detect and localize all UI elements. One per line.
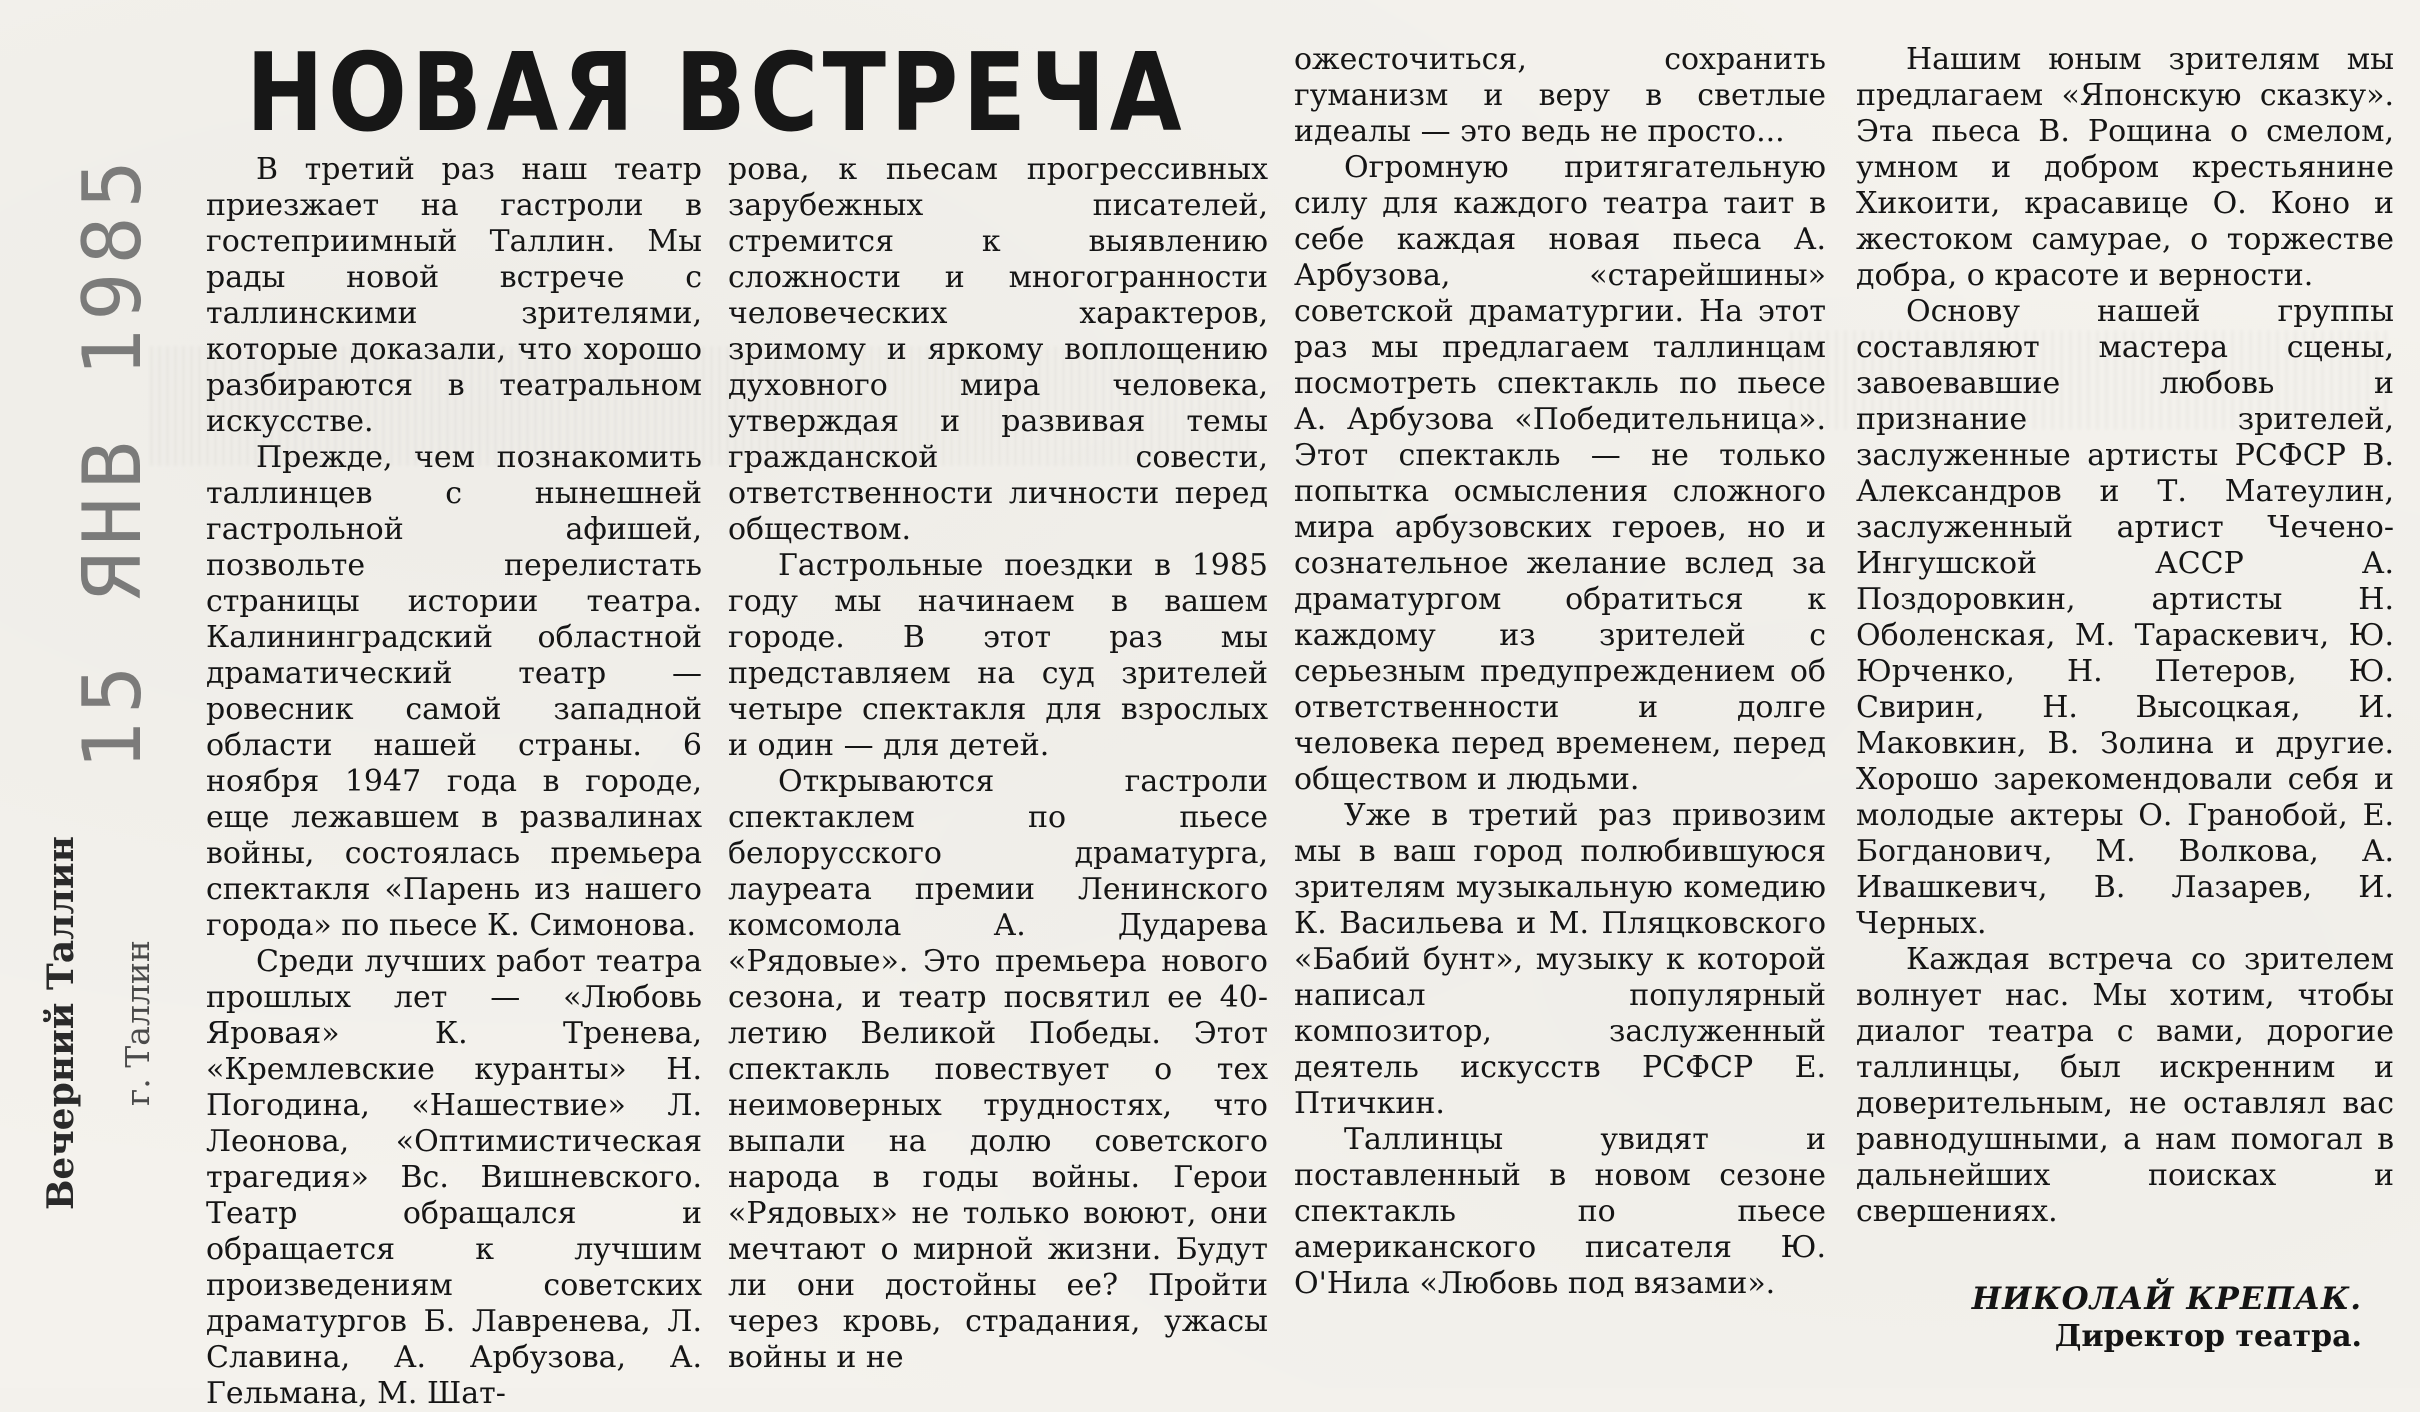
article-headline: НОВАЯ ВСТРЕЧА	[246, 31, 1186, 156]
author-name: НИКОЛАЙ КРЕПАК.	[1971, 1281, 2362, 1317]
article-paragraph: Огромную притягательную силу для каждого театра таит в себе каждая новая пьеса А. Арбузова, «старейшины» советской драматургии. На этот раз мы предлагаем таллинцам посмотреть спектакль по пьесе А. Арбузова «Победительница». Этот спектакль — не только попытка осмысления сложного мира арбузовских героев, но и сознательное желание вслед за драматургом обратиться к каждому из зрителей с серьезным предупреждением об ответственности и долге человека перед временем, перед обществом и людьми.	[1294, 150, 1826, 797]
article-column-2	[728, 152, 1268, 1376]
article-paragraph: ожесточиться, сохранить гуманизм и веру в светлые идеалы — это ведь не просто...	[1294, 42, 1826, 149]
article-column-4	[1856, 42, 2394, 1230]
article-paragraph: Гастрольные поездки в 1985 году мы начинаем в вашем городе. В этот раз мы представляем на суд зрителей четыре спектакля для взрослых и один — для детей.	[728, 548, 1268, 763]
signature-block	[1972, 1280, 2362, 1356]
article-paragraph: Таллинцы увидят и поставленный в новом сезоне спектакль по пьесе американского писателя Ю. О'Нила «Любовь под вязами».	[1294, 1122, 1826, 1301]
article-paragraph: Среди лучших работ театра прошлых лет — «Любовь Яровая» К. Тренева, «Кремлевские куранты» Н. Погодина, «Нашествие» Л. Леонова, «Оптимистическая трагедия» Вс. Вишневского. Театр обращался и обращается к лучшим произведениям советских драматургов Б. Лавренева, Л. Славина, А. Арбузова, А. Гельмана, М. Шат-	[206, 944, 702, 1411]
city-label: г. Таллин	[118, 940, 157, 1106]
article-paragraph: Основу нашей группы составляют мастера сцены, завоевавшие любовь и признание зрителей, заслуженные артисты РСФСР В. Александров и Т. Матеулин, заслуженный артист Чечено-Ингушской АССР А. Поздоровкин, артисты Н. Оболенская, М. Тараскевич, Ю. Юрченко, Н. Петеров, Ю. Свирин, Н. Высоцкая, И. Маковкин, В. Золина и другие. Хорошо зарекомендовали себя и молодые актеры О. Гранобой, Е. Богданович, М. Волкова, А. Ивашкевич, В. Лазарев, И. Черных.	[1856, 294, 2394, 941]
article-paragraph: рова, к пьесам прогрессивных зарубежных писателей, стремится к выявлению сложности и многогранности человеческих характеров, зримому и яркому воплощению духовного мира человека, утверждая и развивая темы гражданской совести, ответственности личности перед обществом.	[728, 152, 1268, 547]
date-stamp: 15 ЯНВ 1985	[66, 152, 159, 770]
newspaper-source-label: Вечерний Таллин	[40, 836, 82, 1210]
article-paragraph: Каждая встреча со зрителем волнует нас. Мы хотим, чтобы диалог театра с вами, дорогие таллинцы, был искренним и доверительным, не оставлял вас равнодушными, а нам помогал в дальнейших поисках и свершениях.	[1856, 942, 2394, 1229]
article-column-1	[206, 152, 702, 1412]
article-paragraph: Уже в третий раз привозим мы в ваш город полюбившуюся зрителям музыкальную комедию К. Васильева и М. Пляцковского «Бабий бунт», музыку к которой написал популярный композитор, заслуженный деятель искусств РСФСР Е. Птичкин.	[1294, 798, 1826, 1121]
article-paragraph: В третий раз наш театр приезжает на гастроли в гостеприимный Таллин. Мы рады новой встрече с таллинскими зрителями, которые доказали, что хорошо разбираются в театральном искусстве.	[206, 152, 702, 439]
article-paragraph: Открываются гастроли спектаклем по пьесе белорусского драматурга, лауреата премии Ленинского комсомола А. Дударева «Рядовые». Это премьера нового сезона, и театр посвятил ее 40-летию Великой Победы. Этот спектакль повествует о тех неимоверных трудностях, что выпали на долю советского народа в годы войны. Герои «Рядовых» не только воюют, они мечтают о мирной жизни. Будут ли они достойны ее? Пройти через кровь, страдания, ужасы войны и не	[728, 764, 1268, 1375]
article-column-3	[1294, 42, 1826, 1302]
author-title: Директор театра.	[2054, 1319, 2362, 1354]
article-paragraph: Прежде, чем познакомить таллинцев с нынешней гастрольной афишей, позвольте перелистать страницы истории театра. Калининградский областной драматический театр — ровесник самой западной области нашей страны. 6 ноября 1947 года в городе, еще лежавшем в развалинах войны, состоялась премьера спектакля «Парень из нашего города» по пьесе К. Симонова.	[206, 440, 702, 943]
article-paragraph: Нашим юным зрителям мы предлагаем «Японскую сказку». Эта пьеса В. Рощина о смелом, умном и добром крестьянине Хикоити, красавице О. Коно и жестоком самурае, о торжестве добра, о красоте и верности.	[1856, 42, 2394, 293]
